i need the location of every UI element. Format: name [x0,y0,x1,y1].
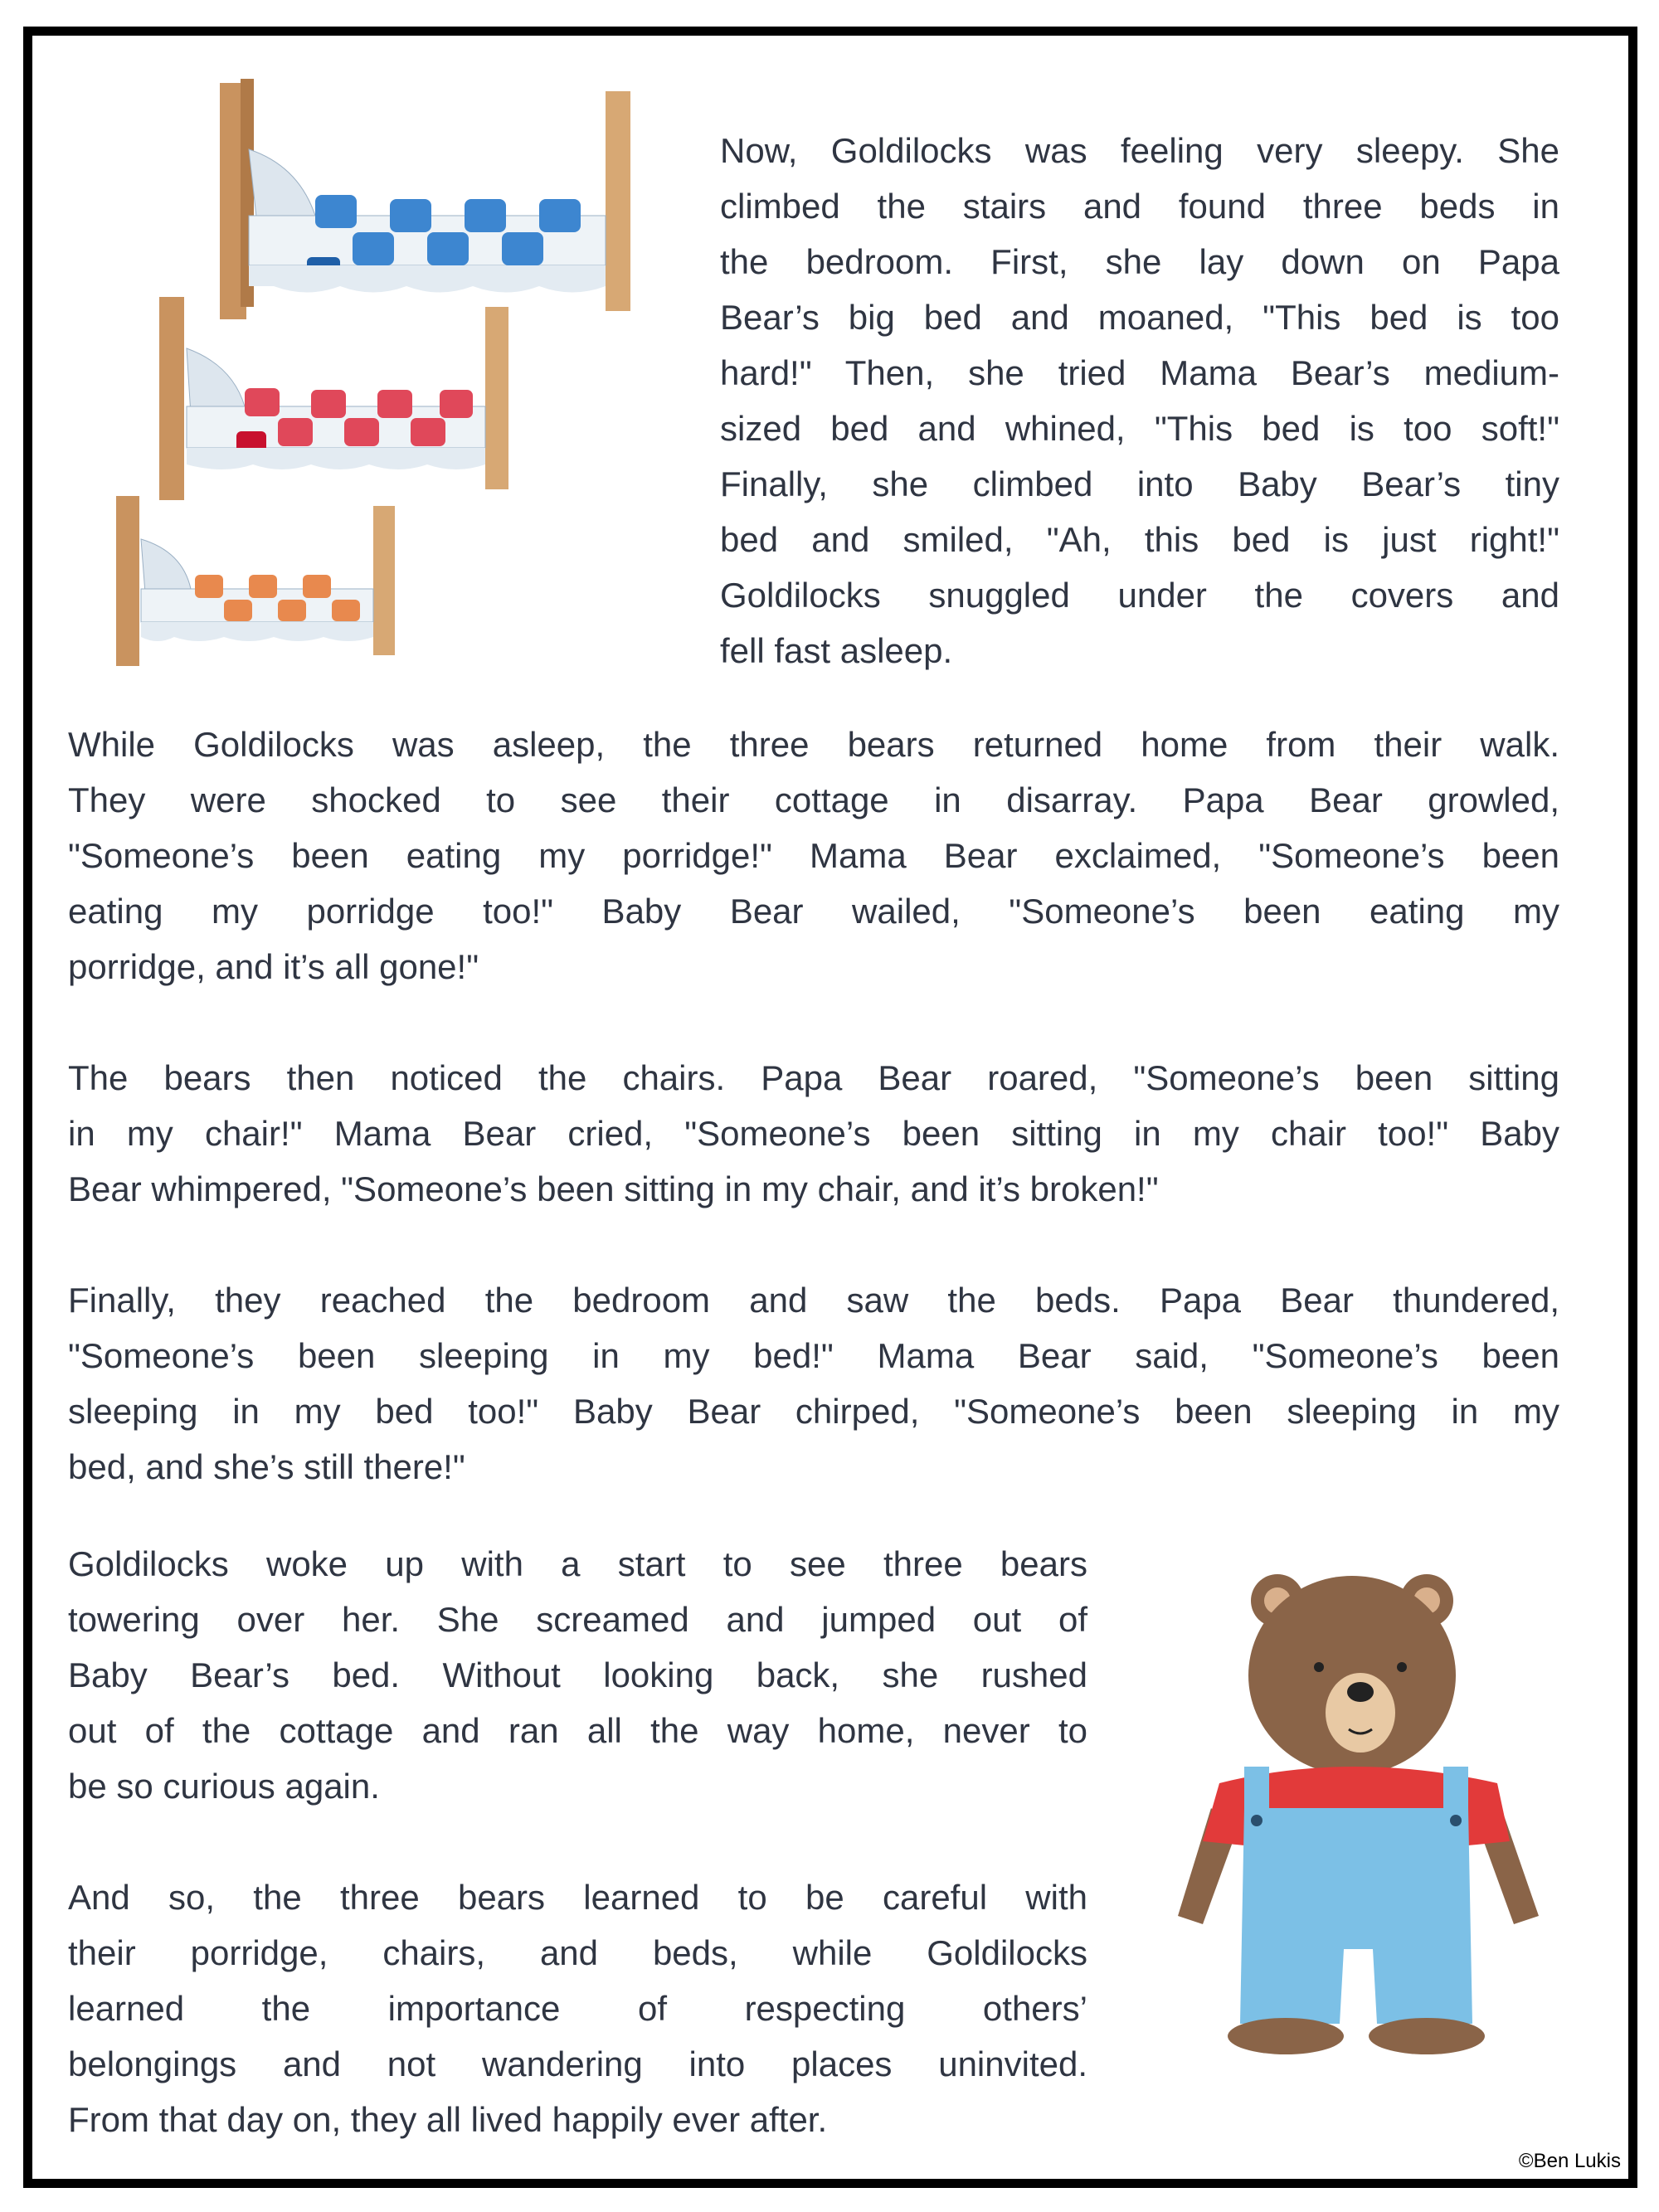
paragraph-beds [720,123,1559,678]
text-line: Finally, she climbed into Baby Bear’s tiny [720,464,1559,503]
text-line: climbed the stairs and found three beds in [720,187,1559,226]
text-line: "Someone’s been eating my porridge!" Mama Bear exclaimed, "Someone’s been [68,836,1559,875]
text-line: Goldilocks woke up with a start to see three bears [68,1544,1087,1583]
baby-bed-image [116,496,395,666]
text-line: Baby Bear’s bed. Without looking back, she rushed [68,1655,1087,1694]
text-line: And so, the three bears learned to be careful with [68,1878,1087,1917]
text-line: Goldilocks snuggled under the covers and [720,576,1559,615]
text-line: The bears then noticed the chairs. Papa Bear roared, "Someone’s been sitting [68,1058,1559,1097]
text-line: the bedroom. First, she lay down on Papa [720,242,1559,281]
paragraph-ending [68,1869,1087,2147]
text-line: be so curious again. [68,1767,380,1806]
papa-bed-image [220,79,630,319]
text-line: bed and smiled, "Ah, this bed is just right!" [720,520,1559,559]
text-line: Finally, they reached the bedroom and saw the beds. Papa Bear thundered, [68,1281,1559,1320]
text-line: Now, Goldilocks was feeling very sleepy. She [720,131,1559,170]
text-line: They were shocked to see their cottage in disarray. Papa Bear growled, [68,780,1559,819]
paragraph-chairs [68,1050,1559,1217]
text-line: in my chair!" Mama Bear cried, "Someone’s been sitting in my chair too!" Baby [68,1114,1559,1153]
text-line: their porridge, chairs, and beds, while Goldilocks [68,1933,1087,1972]
text-line: sized bed and whined, "This bed is too soft!" [720,409,1559,448]
paragraph-bedroom [68,1272,1559,1495]
text-line: Bear’s big bed and moaned, "This bed is too [720,298,1559,337]
text-line: bed, and she’s still there!" [68,1447,465,1486]
text-line: "Someone’s been sleeping in my bed!" Mama Bear said, "Someone’s been [68,1336,1559,1375]
text-line: belongings and not wandering into places uninvited. [68,2044,1087,2083]
text-line: towering over her. She screamed and jumped out of [68,1600,1087,1639]
text-line: While Goldilocks was asleep, the three bears returned home from their walk. [68,725,1559,764]
text-line: porridge, and it’s all gone!" [68,947,479,986]
copyright-credit: ©Ben Lukis [1518,2150,1621,2172]
text-line: sleeping in my bed too!" Baby Bear chirped, "Someone’s been sleeping in my [68,1392,1559,1431]
beds-illustration [108,75,672,672]
mama-bed-image [159,297,508,500]
text-line: fell fast asleep. [720,631,953,670]
paragraph-escape [68,1536,1087,1814]
text-line: learned the importance of respecting others’ [68,1989,1087,2028]
paragraph-porridge [68,717,1559,994]
text-line: From that day on, they all lived happily ever after. [68,2100,828,2139]
text-line: Bear whimpered, "Someone’s been sitting in my chair, and it’s broken!" [68,1169,1159,1208]
text-line: eating my porridge too!" Baby Bear wailed, "Someone’s been eating my [68,892,1559,931]
bear-illustration [1153,1559,1568,2123]
text-line: hard!" Then, she tried Mama Bear’s medium- [720,353,1559,392]
text-line: out of the cottage and ran all the way home, never to [68,1711,1087,1750]
